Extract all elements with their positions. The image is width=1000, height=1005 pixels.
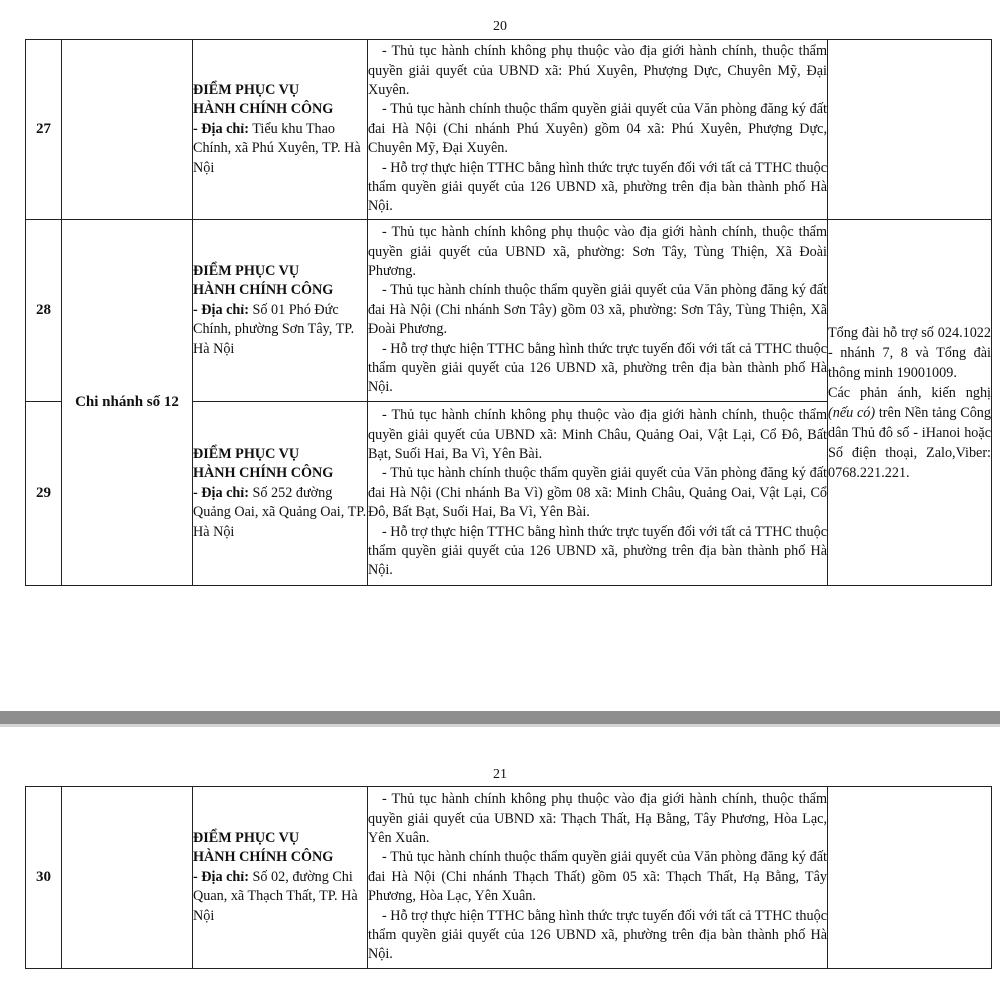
row-number: 27 xyxy=(26,40,62,220)
contact-cell-empty xyxy=(828,40,992,220)
service-point-address xyxy=(193,301,367,359)
address-text: Số 01 Phó Đức Chính, phường Sơn Tây, TP. Hà Nội xyxy=(193,301,355,357)
service-item: - Thủ tục hành chính không phụ thuộc vào địa giới hành chính, thuộc thẩm quyền giải quyết của UBND xã: Minh Châu, Quảng Oai, Vật Lại, Cổ Đô, Bất Bạt, Suối Hai, Ba Vì, Yên Bài. xyxy=(368,407,827,462)
services-cell xyxy=(368,787,828,969)
address-label: - Địa chỉ: xyxy=(193,120,249,137)
services-cell xyxy=(368,220,828,402)
service-point-title: HÀNH CHÍNH CÔNG xyxy=(193,849,334,866)
contact-cell-empty xyxy=(828,787,992,969)
address-text: Số 02, đường Chi Quan, xã Thạch Thất, TP. Hà Nội xyxy=(193,868,358,924)
service-item: - Hỗ trợ thực hiện TTHC bằng hình thức trực tuyến đối với tất cả TTHC thuộc thẩm quyền giải quyết của 126 UBND xã, phường trên địa bàn thành phố Hà Nội. xyxy=(368,523,827,579)
contact-cell xyxy=(828,220,992,586)
page-separator-shadow xyxy=(0,724,1000,727)
address-text: Tiểu khu Thao Chính, xã Phú Xuyên, TP. Hà Nội xyxy=(193,120,361,176)
service-point-cell xyxy=(193,402,368,586)
feedback-text-italic: (nếu có) xyxy=(828,404,876,421)
service-item: - Thủ tục hành chính không phụ thuộc vào địa giới hành chính, thuộc thẩm quyền giải quyết của UBND xã, phường: Sơn Tây, Tùng Thiện, Xã Đoài Phương. xyxy=(368,224,827,279)
service-item: - Thủ tục hành chính thuộc thẩm quyền giải quyết của Văn phòng đăng ký đất đai Hà Nội (Chi nhánh Ba Vì) gồm 08 xã: Minh Châu, Quảng Oai, Vật Lại, Cổ Đô, Bất Bạt, Suối Hai, Ba Vì, Yên Bài. xyxy=(368,465,827,521)
service-point-cell xyxy=(193,220,368,402)
service-point-title: ĐIỂM PHỤC VỤ xyxy=(193,81,300,98)
row-number: 29 xyxy=(26,402,62,586)
service-point-address xyxy=(193,120,367,178)
address-label: - Địa chỉ: xyxy=(193,301,249,318)
address-text: Số 252 đường Quảng Oai, xã Quảng Oai, TP. Hà Nội xyxy=(193,484,367,540)
service-item: - Thủ tục hành chính không phụ thuộc vào địa giới hành chính, thuộc thẩm quyền giải quyết của UBND xã: Thạch Thất, Hạ Bằng, Tây Phương, Hòa Lạc, Yên Xuân. xyxy=(368,791,827,846)
branch-cell-empty xyxy=(62,40,193,220)
service-point-title: HÀNH CHÍNH CÔNG xyxy=(193,465,334,482)
service-point-address xyxy=(193,868,367,926)
service-point-title: HÀNH CHÍNH CÔNG xyxy=(193,101,334,118)
table-row xyxy=(26,40,992,220)
service-point-title: ĐIỂM PHỤC VỤ xyxy=(193,829,300,846)
service-point-title: ĐIỂM PHỤC VỤ xyxy=(193,262,300,279)
table-row xyxy=(26,220,992,402)
table-row xyxy=(26,787,992,969)
service-point-address xyxy=(193,484,367,542)
service-item: - Thủ tục hành chính không phụ thuộc vào địa giới hành chính, thuộc thẩm quyền giải quyết của UBND xã: Phú Xuyên, Phượng Dực, Chuyên Mỹ, Đại Xuyên. xyxy=(368,43,827,98)
address-label: - Địa chỉ: xyxy=(193,868,249,885)
service-points-table xyxy=(25,39,992,586)
service-point-title: ĐIỂM PHỤC VỤ xyxy=(193,445,300,462)
branch-name: Chi nhánh số 12 xyxy=(62,220,193,586)
service-point-cell xyxy=(193,40,368,220)
services-cell xyxy=(368,40,828,220)
hotline-text: Tổng đài hỗ trợ số 024.1022 - nhánh 7, 8 và Tổng đài thông minh 19001009. xyxy=(828,324,991,381)
feedback-text-part: trên Nền tảng Công dân Thủ đô số - iHanoi hoặc Số điện thoại, Zalo,Viber: 0768.221.221. xyxy=(828,404,991,481)
service-item: - Thủ tục hành chính thuộc thẩm quyền giải quyết của Văn phòng đăng ký đất đai Hà Nội (Chi nhánh Phú Xuyên) gồm 04 xã: Phú Xuyên, Phượng Dực, Chuyên Mỹ, Đại Xuyên. xyxy=(368,101,827,157)
row-number: 30 xyxy=(26,787,62,969)
service-item: - Hỗ trợ thực hiện TTHC bằng hình thức trực tuyến đối với tất cả TTHC thuộc thẩm quyền giải quyết của 126 UBND xã, phường trên địa bàn thành phố Hà Nội. xyxy=(368,907,827,963)
service-item: - Thủ tục hành chính thuộc thẩm quyền giải quyết của Văn phòng đăng ký đất đai Hà Nội (Chi nhánh Thạch Thất) gồm 05 xã: Thạch Thất, Hạ Bằng, Tây Phương, Hòa Lạc, Yên Xuân. xyxy=(368,849,827,905)
feedback-text xyxy=(828,383,991,483)
address-label: - Địa chỉ: xyxy=(193,484,249,501)
page-number: 21 xyxy=(493,767,507,782)
row-number: 28 xyxy=(26,220,62,402)
service-item: - Hỗ trợ thực hiện TTHC bằng hình thức trực tuyến đối với tất cả TTHC thuộc thẩm quyền giải quyết của 126 UBND xã, phường trên địa bàn thành phố Hà Nội. xyxy=(368,159,827,215)
page-separator xyxy=(0,711,1000,724)
service-point-title: HÀNH CHÍNH CÔNG xyxy=(193,282,334,299)
service-item: - Thủ tục hành chính thuộc thẩm quyền giải quyết của Văn phòng đăng ký đất đai Hà Nội (Chi nhánh Sơn Tây) gồm 03 xã, phường: Sơn Tây, Tùng Thiện, Xã Đoài Phương. xyxy=(368,282,827,338)
page-number: 20 xyxy=(493,19,507,34)
service-points-table xyxy=(25,786,992,969)
services-cell xyxy=(368,402,828,586)
service-item: - Hỗ trợ thực hiện TTHC bằng hình thức trực tuyến đối với tất cả TTHC thuộc thẩm quyền giải quyết của 126 UBND xã, phường trên địa bàn thành phố Hà Nội. xyxy=(368,340,827,396)
service-point-cell xyxy=(193,787,368,969)
branch-cell-empty xyxy=(62,787,193,969)
feedback-text-part: Các phản ánh, kiến nghị xyxy=(828,384,991,401)
